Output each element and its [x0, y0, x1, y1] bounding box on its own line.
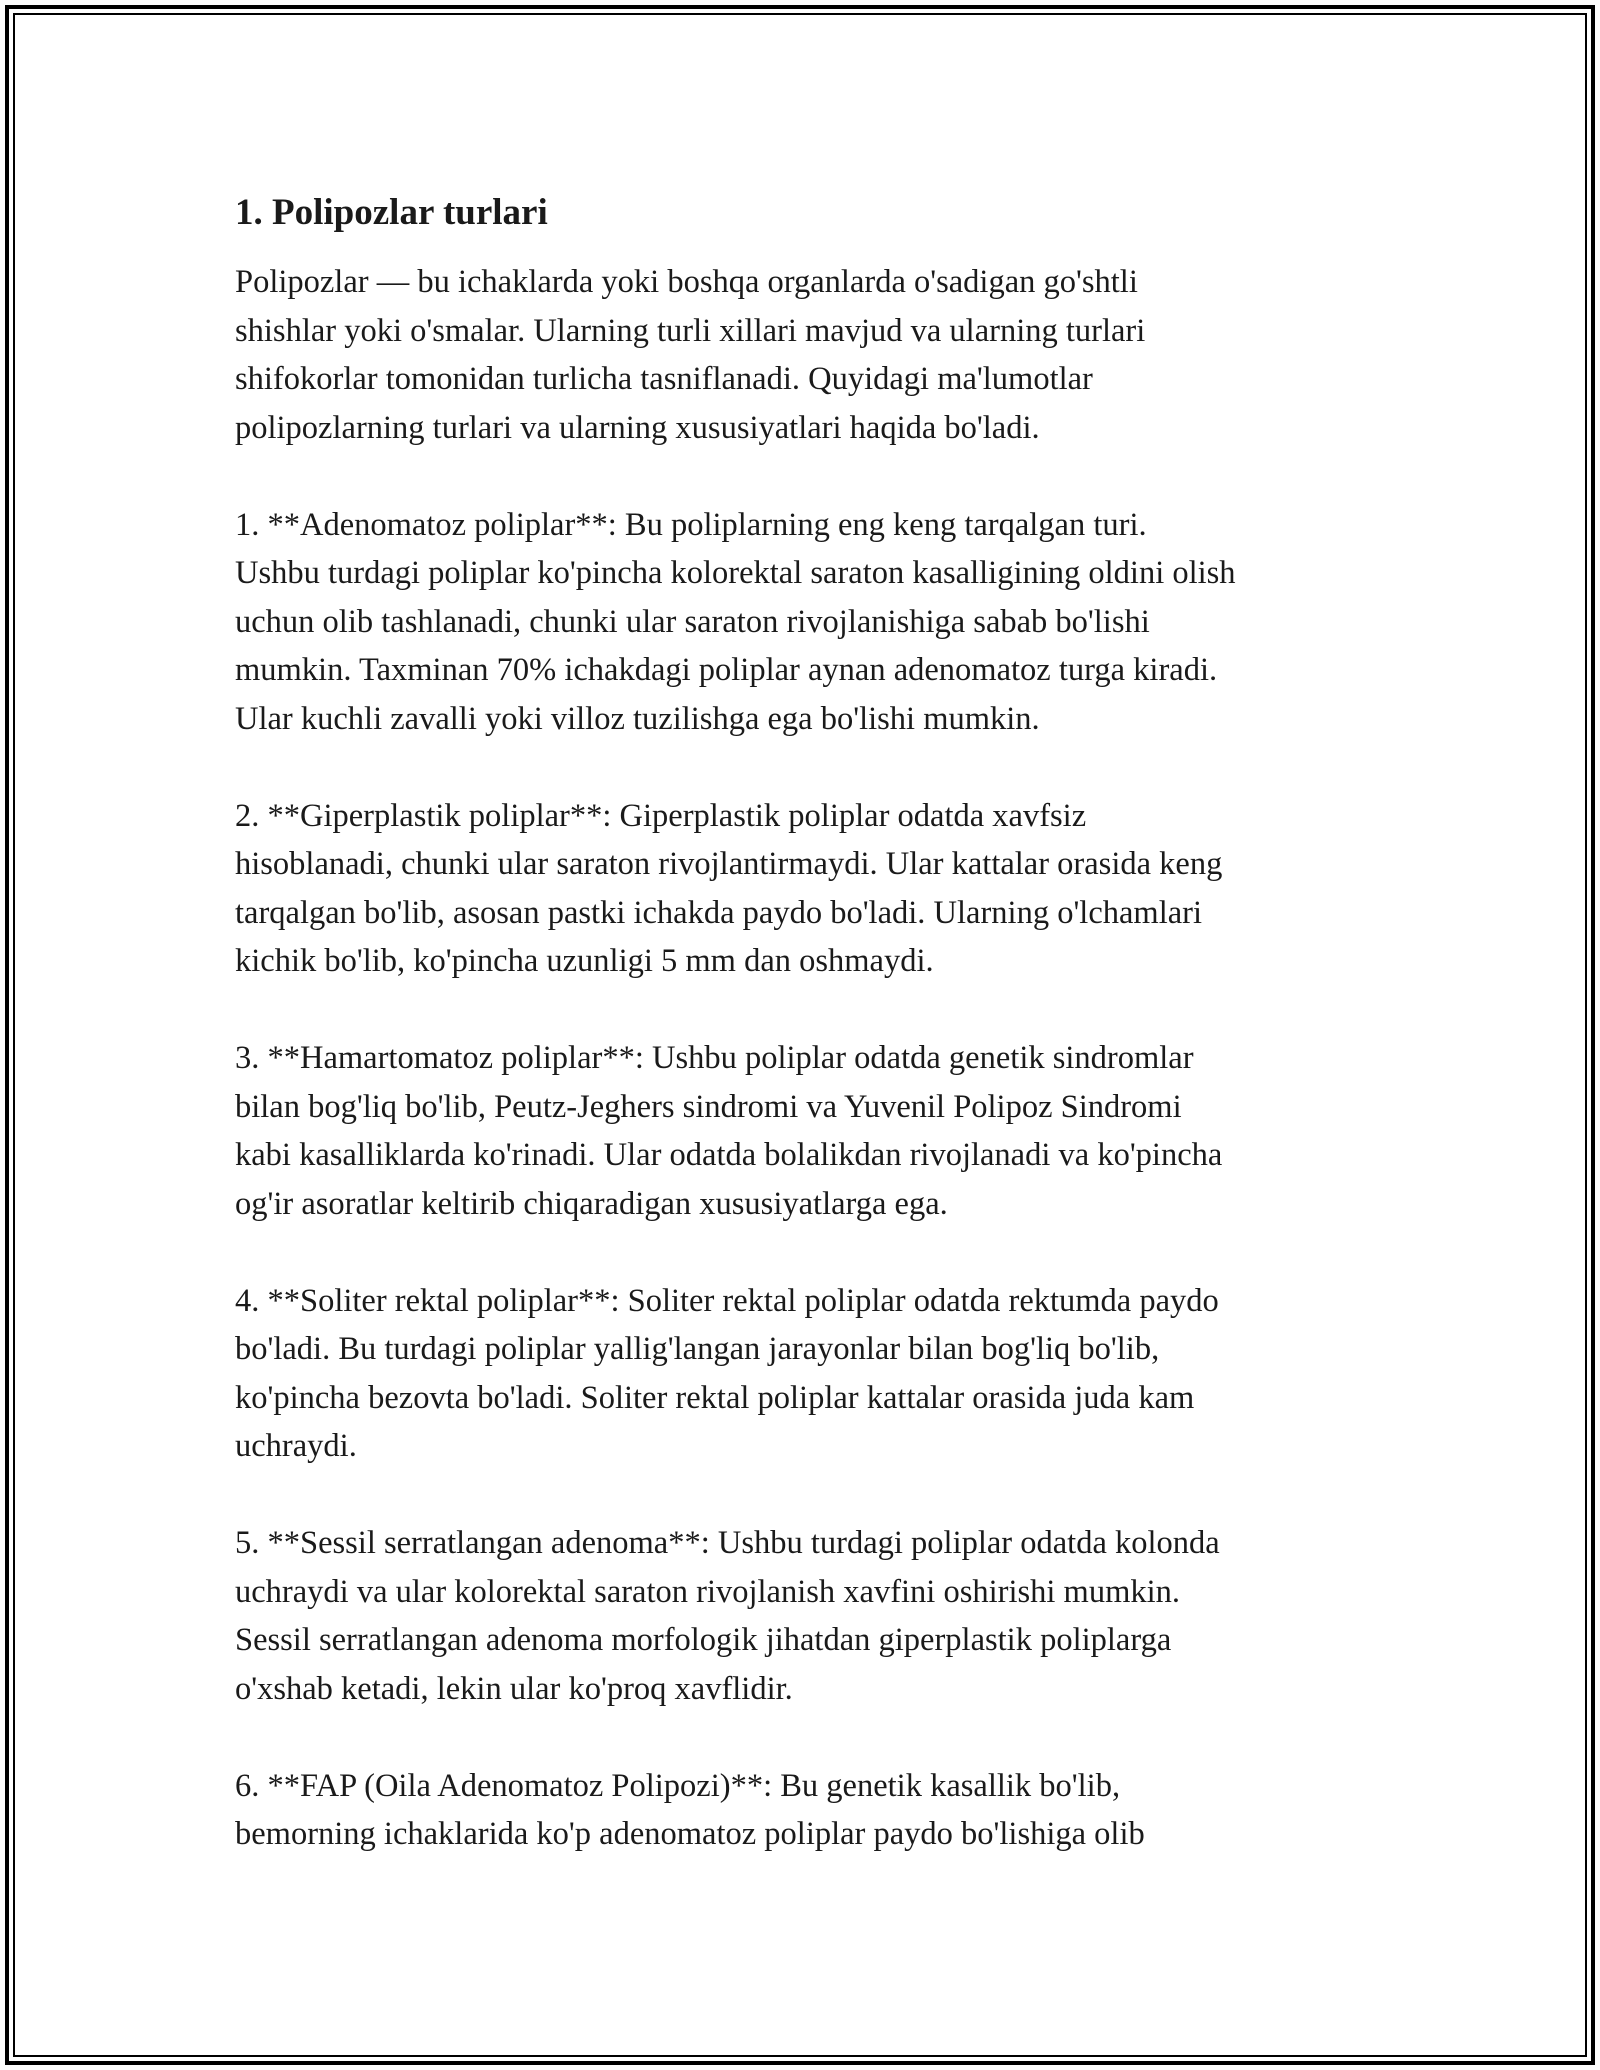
blank-line	[235, 986, 1375, 1035]
text-line: tarqalgan bo'lib, asosan pastki ichakda paydo bo'ladi. Ularning o'lchamlari	[235, 894, 1203, 931]
text-line: Polipozlar — bu ichaklarda yoki boshqa organlarda o'sadigan go'shtli	[235, 264, 1138, 300]
text-line: uchun olib tashlanadi, chunki ular saraton rivojlanishiga sabab bo'lishi	[235, 603, 1150, 640]
text-line: 6. **FAP (Oila Adenomatoz Polipozi)**: Bu genetik kasallik bo'lib,	[235, 1767, 1121, 1804]
text-line: bilan bog'liq bo'lib, Peutz-Jeghers sindromi va Yuvenil Polipoz Sindromi	[235, 1088, 1182, 1125]
text-line: shishlar yoki o'smalar. Ularning turli xillari mavjud va ularning turlari	[235, 312, 1146, 349]
text-line: Ular kuchli zavalli yoki villoz tuzilishga ega bo'lishi mumkin.	[235, 700, 1040, 737]
blank-line	[235, 452, 1375, 501]
text-line: mumkin. Taxminan 70% ichakdagi poliplar aynan adenomatoz turga kiradi.	[235, 652, 1218, 688]
text-line: 1. **Adenomatoz poliplar**: Bu poliplarning eng keng tarqalgan turi.	[235, 506, 1147, 543]
body-text	[235, 258, 1375, 1859]
text-line: bo'ladi. Bu turdagi poliplar yallig'langan jarayonlar bilan bog'liq bo'lib,	[235, 1331, 1160, 1367]
blank-line	[235, 1228, 1375, 1277]
text-line: kichik bo'lib, ko'pincha uzunligi 5 mm dan oshmaydi.	[235, 943, 934, 979]
text-line: kabi kasalliklarda ko'rinadi. Ular odatda bolalikdan rivojlanadi va ko'pincha	[235, 1137, 1223, 1173]
blank-line	[235, 1713, 1375, 1762]
text-line: o'xshab ketadi, lekin ular ko'proq xavflidir.	[235, 1670, 793, 1707]
text-line: ko'pincha bezovta bo'ladi. Soliter rektal poliplar kattalar orasida juda kam	[235, 1379, 1195, 1416]
text-line: Sessil serratlangan adenoma morfologik jihatdan giperplastik poliplarga	[235, 1622, 1172, 1658]
text-line: 2. **Giperplastik poliplar**: Giperplastik poliplar odatda xavfsiz	[235, 797, 1087, 834]
section-heading: 1. Polipozlar turlari	[235, 192, 548, 233]
text-line: Ushbu turdagi poliplar ko'pincha kolorektal saraton kasalligining oldini olish	[235, 555, 1236, 591]
text-line: og'ir asoratlar keltirib chiqaradigan xususiyatlarga ega.	[235, 1185, 948, 1222]
text-line: uchraydi va ular kolorektal saraton rivojlanish xavfini oshirishi mumkin.	[235, 1573, 1181, 1610]
text-line: 5. **Sessil serratlangan adenoma**: Ushbu turdagi poliplar odatda kolonda	[235, 1525, 1220, 1561]
text-line: shifokorlar tomonidan turlicha tasniflanadi. Quyidagi ma'lumotlar	[235, 361, 1093, 397]
text-line: 4. **Soliter rektal poliplar**: Soliter rektal poliplar odatda rektumda paydo	[235, 1282, 1219, 1319]
text-line: 3. **Hamartomatoz poliplar**: Ushbu poliplar odatda genetik sindromlar	[235, 1040, 1194, 1076]
blank-line	[235, 1471, 1375, 1520]
text-line: bemorning ichaklarida ko'p adenomatoz poliplar paydo bo'lishiga olib	[235, 1816, 1145, 1852]
text-line: polipozlarning turlari va ularning xususiyatlari haqida bo'ladi.	[235, 409, 1040, 446]
blank-line	[235, 743, 1375, 792]
text-line: uchraydi.	[235, 1428, 357, 1464]
text-line: hisoblanadi, chunki ular saraton rivojlantirmaydi. Ular kattalar orasida keng	[235, 846, 1223, 882]
document-content	[235, 188, 1375, 1859]
